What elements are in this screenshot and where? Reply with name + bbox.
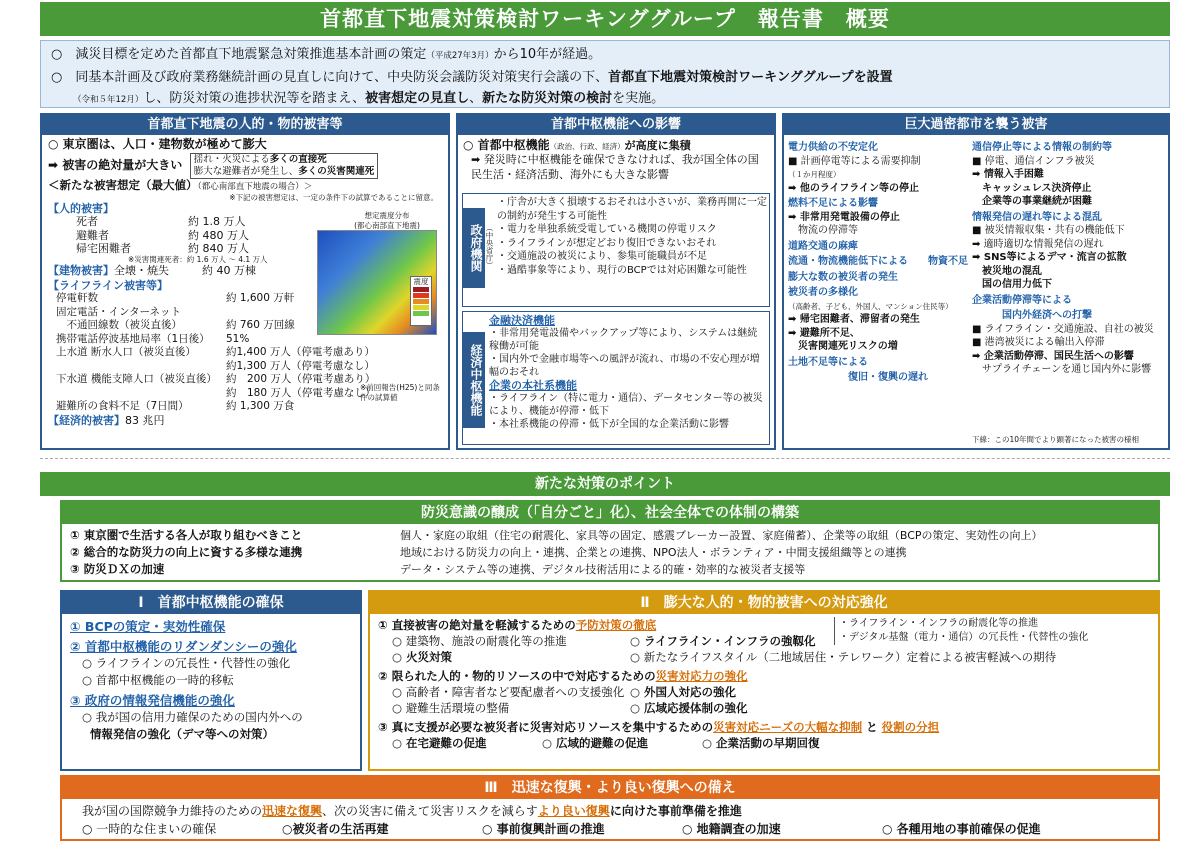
megacity-item: ■ 被災情報収集・共有の機能低下: [972, 225, 1125, 236]
seismic-intensity-map: [317, 230, 437, 335]
central-function-header: 首都中枢機能への影響: [458, 115, 774, 135]
megacity-item: 被災地の混乱: [972, 265, 1042, 277]
s1-redundancy-1: ○ ライフラインの冗長性・代替性の強化: [82, 656, 291, 670]
megacity-item: 国の信用力低下: [972, 279, 1052, 290]
row-value: 約 200 万人（停電考慮あり）: [226, 373, 376, 386]
megacity-panel: [782, 113, 1170, 450]
megacity-item: 物流の停滞等: [788, 225, 858, 236]
megacity-col-1: [788, 139, 966, 385]
s2-r2-item-1: ○ 高齢者・障害者など要配慮者への支援強化: [392, 685, 625, 699]
megacity-item: （高齢者、子ども、外国人、マンション住民等）: [788, 301, 953, 311]
s1-redundancy-2: ○ 首都中枢機能の一時的移転: [82, 673, 234, 687]
megacity-item: ■ 計画停電等による需要抑制: [788, 155, 921, 167]
row-value: 51%: [226, 332, 250, 345]
point-value: 個人・家庭の取組（住宅の耐震化、家具等の固定、感震ブレーカー設置、家庭備蓄）、企業等の取組（BCPの策定、実効性の向上）: [400, 529, 1043, 542]
s3-key-2: より良い復興: [537, 804, 610, 818]
s3-items: [82, 820, 1138, 838]
hq-heading: 企業の本社系機能: [489, 379, 577, 392]
row-value: 約 1.8 万人: [188, 215, 246, 229]
bullet-item: ・過酷事象等により、現行のBCPでは対応困難な可能性: [497, 264, 747, 276]
estimate-note: ※下記の被害想定は、一定の条件下の試算であることに留意。: [229, 193, 438, 203]
section-3-header: Ⅲ 迅速な復興・より良い復興への備え: [62, 777, 1158, 799]
box-emphasis: 多くの直接死: [269, 154, 327, 166]
gov-sublabel: （中央省庁）: [485, 224, 494, 269]
s2-r2-item-2: ○ 外国人対応の強化: [630, 685, 737, 699]
econ-box: [462, 311, 770, 445]
s3-text-3: に向けた事前準備を推進: [609, 804, 742, 818]
megacity-item: ➡ 情報入手困難: [972, 169, 1044, 180]
s2-r3-item-1: ○ 在宅避難の促進: [392, 736, 487, 750]
finance-heading: 金融決済機能: [489, 314, 555, 327]
megacity-item: ■ 停電、通信インフラ被災: [972, 155, 1095, 167]
point-row: [70, 527, 1155, 544]
s3-text-1: 我が国の国際競争力維持のための: [82, 804, 263, 818]
megacity-heading: 膨大な数の被災者の発生: [788, 271, 898, 283]
box-emphasis: 多くの災害関連死: [298, 166, 375, 178]
row-label: 不通回線数（被災直後）: [56, 319, 182, 332]
row-value: 約 1,300 万食: [226, 400, 295, 413]
lifeline-heading: 【ライフライン被害等】: [48, 279, 169, 293]
building-damage-value: 全壊・焼失 約 40 万棟: [114, 263, 256, 277]
megacity-header: 巨大過密都市を襲う被害: [784, 115, 1168, 135]
megacity-heading: 企業活動停滞等による: [972, 294, 1072, 306]
page-title: 首都直下地震対策検討ワーキンググループ 報告書 概要: [40, 2, 1170, 36]
economic-damage-heading: 【経済的被害】: [48, 413, 125, 427]
s2-r1-item-2: ○ ライフライン・インフラの強靱化: [630, 634, 816, 648]
section-3: [60, 775, 1160, 841]
s3-key-1: 迅速な復興: [262, 804, 323, 818]
section-1: [60, 590, 362, 771]
intro-date: （令和５年12月）: [73, 95, 144, 105]
intro-line-2: [51, 67, 1159, 88]
map-subtitle-text: (都心南部直下地震): [354, 221, 420, 230]
row-label: 固定電話・インターネット: [56, 305, 182, 318]
related-death-note: ※災害関連死者：約 1.6 万人 ～ 4.1 万人: [128, 254, 268, 264]
intro-line-3: [51, 88, 1159, 111]
lifeline-row: [48, 360, 442, 374]
s1-redundancy: ② 首都中枢機能のリダンダンシーの強化: [70, 639, 297, 654]
intro-line-1: [51, 44, 1159, 67]
tokyo-line: ○ 東京圏は、人口・建物数が極めて膨大: [48, 137, 267, 151]
bullet-item: ・国内外で金融市場等への風評が流れ、市場の不安心理が増幅のおそれ: [489, 354, 760, 378]
s2-r3-item-2: ○ 広域的避難の促進: [542, 736, 649, 750]
megacity-item: （１か月程度）: [788, 170, 841, 179]
megacity-heading: 道路交通の麻痺: [788, 240, 858, 252]
megacity-item: ➡ 非常用発電設備の停止: [788, 211, 900, 223]
gov-box: [462, 193, 770, 307]
row-value: 約1,300 万人（停電考慮なし）: [226, 359, 375, 372]
intro-emphasis: 首都直下地震対策検討ワーキンググループを設置: [608, 70, 893, 85]
megacity-heading: 国内外経済への打撃: [972, 310, 1092, 321]
row-value: 約 760 万回線: [226, 319, 295, 332]
new-estimate-title: ＜新たな被害想定（最大値）: [48, 178, 198, 193]
finance-items: [489, 327, 767, 379]
row-label: 上水道 断水人口（被災直後）: [56, 346, 196, 359]
megacity-heading: 流通・物流機能低下による 物資不足: [788, 256, 968, 267]
s1-info: ③ 政府の情報発信機能の強化: [70, 693, 235, 708]
gov-items: [497, 196, 767, 277]
s3-item: ○ 一時的な住まいの確保: [82, 822, 217, 836]
box-text: 膨大な避難者が発生し、: [193, 166, 299, 178]
row-value: 約 840 万人: [188, 241, 249, 255]
bullet-item: ・ライフライン（特に電力・通信）、データセンター等の被災により、機能が停滞・低下: [489, 393, 763, 417]
megacity-item: サプライチェーンを通じ国内外に影響: [972, 364, 1152, 375]
row-value: 約1,400 万人（停電考慮あり）: [226, 346, 375, 359]
row-label: 避難所の食料不足（7日間）: [56, 400, 189, 413]
lifeline-row: [48, 346, 442, 360]
box-text: 揺れ・火災による: [193, 154, 270, 166]
s2-r1-item-4: ○ 新たなライフスタイル（二地域居住・テレワーク）定着による被害軽減への期待: [630, 650, 1057, 664]
s3-item: ○ 事前復興計画の推進: [482, 822, 605, 836]
row-label: 停電軒数: [56, 292, 98, 305]
point-key: ③ 防災ＤＸの加速: [70, 562, 165, 576]
megacity-heading: 復旧・復興の遅れ: [788, 372, 928, 383]
megacity-footnote: 下線：この10年間でより顕著になった被害の様相: [972, 435, 1140, 444]
megacity-item: ■ ライフライン・交通施設、自社の被災: [972, 323, 1154, 335]
new-estimate-heading: [48, 179, 442, 193]
megacity-heading: 被災者の多様化: [788, 287, 858, 298]
intro-text: 、: [469, 91, 483, 106]
map-legend-title: 震度: [413, 277, 429, 286]
absolute-damage-row: [48, 153, 442, 179]
intro-date: （平成27年3月）: [426, 51, 494, 61]
section-1-header: Ⅰ 首都中枢機能の確保: [62, 592, 360, 614]
row-label: 避難者: [76, 228, 109, 242]
s2-r2-key: 災害対応力の強化: [655, 669, 748, 683]
intro-box: [40, 40, 1170, 108]
point-row: [70, 561, 1155, 578]
row-label: 携帯電話停波基地局率（1日後）: [56, 332, 210, 345]
central-function-impact: ➡ 発災時に中枢機能を確保できなければ、我が国全体の国民生活・経済活動、海外にも大きな影響: [471, 153, 759, 182]
s1-info-2: 情報発信の強化（デマ等への対策）: [90, 727, 274, 741]
central-function-end: が高度に集積: [624, 139, 691, 152]
bullet-item: ・ライフラインが想定どおり復旧できないおそれ: [497, 237, 717, 249]
s3-text-2: 、次の災害に備えて災害リスクを減らす: [322, 804, 538, 818]
points-subheader: 防災意識の醸成（「自分ごと」化）、社会全体での体制の構築: [62, 502, 1158, 524]
megacity-item: ➡ 避難所不足、: [788, 327, 860, 339]
map-title-text: 想定震度分布: [364, 211, 410, 220]
econ-content: [489, 314, 767, 431]
divider: [40, 458, 1170, 459]
section-2: [368, 590, 1160, 771]
damage-panel: [40, 113, 450, 450]
map-title: [342, 211, 432, 231]
row-value: 約 180 万人（停電考慮なし）: [226, 386, 376, 399]
intro-emphasis: 新たな防災対策の検討: [482, 91, 613, 106]
central-function-panel: [456, 113, 776, 450]
row-value: 約 1,600 万軒: [226, 292, 295, 305]
megacity-heading: 燃料不足による影響: [788, 198, 878, 209]
s2-r1-key: 予防対策の徹底: [575, 618, 657, 632]
s3-item: ○ 各種用地の事前確保の促進: [882, 822, 1041, 836]
megacity-item: 災害関連死リスクの増: [788, 341, 898, 352]
s1-bcp: ① BCPの策定・実効性確保: [70, 619, 226, 634]
damage-panel-header: 首都直下地震の人的・物的被害等: [42, 115, 448, 135]
s2-r1-item-1: ○ 建築物、施設の耐震化等の推進: [392, 634, 567, 648]
bullet-item: ・交通施設の被災により、参集可能職員が不足: [497, 251, 707, 262]
point-value: データ・システム等の連携、デジタル技術活用による的確・効率的な被災者支援等: [400, 563, 806, 576]
row-label: 帰宅困難者: [76, 241, 131, 255]
s2-r1-side: [834, 617, 1088, 645]
point-key: ① 東京圏で生活する各人が取り組むべきこと: [70, 528, 303, 542]
s1-info-1: ○ 我が国の信用力確保のための国内外への: [82, 710, 303, 724]
megacity-item: ➡ 企業活動停滞、国民生活への影響: [972, 350, 1134, 362]
s2-r2-item-4: ○ 広域応援体制の強化: [630, 701, 748, 715]
megacity-item: 企業等の事業継続が困難: [972, 196, 1092, 207]
bullet-item: ・非常用発電設備やバックアップ等により、システムは継続稼働が可能: [489, 328, 758, 352]
point-value: 地域における防災力の向上・連携、企業との連携、NPO法人・ボランティア・中間支援組織等との連携: [400, 546, 907, 559]
points-header: 新たな対策のポイント: [40, 472, 1170, 496]
megacity-heading: 通信停止等による情報の制約等: [972, 142, 1112, 153]
building-damage-heading: 【建物被害】: [48, 263, 114, 277]
economic-damage-value: 83 兆円: [125, 413, 165, 427]
section-2-header: Ⅱ 膨大な人的・物的被害への対応強化: [370, 592, 1158, 614]
intro-emphasis: 被害想定の見直し: [365, 91, 470, 106]
row-value: 約 480 万人: [188, 228, 249, 242]
damage-note-box: [190, 153, 379, 179]
row-label: 下水道 機能支障人口（被災直後）: [56, 373, 217, 386]
point-key: ② 総合的な防災力の向上に資する多様な連携: [70, 545, 303, 559]
megacity-item: ➡ SNS等によるデマ・流言の拡散: [972, 252, 1127, 263]
econ-label: 経済中枢機能: [463, 332, 485, 428]
previous-report-note: ※前回報告(H25)と同条件の試算値: [360, 383, 440, 402]
s3-item: ○ 地籍調査の加速: [682, 822, 781, 836]
absolute-damage-text: ➡ 被害の絶対量が大きい: [48, 158, 183, 173]
central-function-line: ○ 首都中枢機能: [463, 138, 550, 152]
s2-r3-text: ③ 真に支援が必要な被災者に災害対応リソースを集中するための: [378, 720, 714, 734]
megacity-item: ➡ 他のライフライン等の停止: [788, 182, 919, 194]
s2-r1-text: ① 直接被害の絶対量を軽減するための: [378, 618, 576, 632]
bullet-item: ・庁舎が大きく損壊するおそれは小さいが、業務再開に一定の制約が発生する可能性: [497, 197, 767, 222]
s2-r3-item-3: ○ 企業活動の早期回復: [702, 736, 820, 750]
bullet-item: ・本社系機能の停滞・低下が全国的な企業活動に影響: [489, 419, 729, 430]
s2-r2-item-3: ○ 避難生活環境の整備: [392, 701, 510, 715]
human-damage-heading: 【人的被害】: [48, 202, 114, 216]
point-row: [70, 544, 1155, 561]
megacity-col-2: [972, 139, 1168, 377]
megacity-heading: 情報発信の遅れ等による混乱: [972, 211, 1102, 223]
intro-text: ○ 減災目標を定めた首都直下地震緊急対策推進基本計画の策定: [51, 47, 427, 62]
s2-r3-key: 災害対応ニーズの大幅な抑制: [713, 720, 863, 734]
s2-r3-and: と: [866, 720, 878, 734]
megacity-item: ➡ 帰宅困難者、滞留者の発生: [788, 314, 920, 325]
row-label: 死者: [76, 215, 98, 229]
map-legend: [410, 276, 432, 326]
central-function-sub: （政治、行政、経済）: [549, 142, 625, 151]
gov-label: 政府機関: [463, 208, 485, 288]
intro-text: を実施。: [612, 91, 665, 106]
intro-text: ○ 同基本計画及び政府業務継続計画の見直しに向けて、中央防災会議防災対策実行会議の下、: [51, 70, 609, 85]
intro-text: し、防災対策の進捗状況等を踏まえ、: [143, 91, 366, 106]
s2-r1-side-1: ・ライフライン・インフラの耐震化等の推進: [839, 618, 1039, 629]
hq-items: [489, 392, 767, 431]
megacity-heading: 土地不足等による: [788, 356, 868, 368]
s2-r3-key-2: 役割の分担: [881, 720, 940, 734]
megacity-item: ➡ 適時適切な情報発信の遅れ: [972, 238, 1104, 250]
new-estimate-case: （都心南部直下地震の場合）＞: [197, 182, 313, 193]
megacity-item: ■ 港湾被災による輸出入停滞: [972, 337, 1105, 348]
points-list: [70, 527, 1155, 578]
megacity-item: キャッシュレス決済停止: [972, 182, 1092, 194]
intro-text: から10年が経過。: [493, 47, 602, 62]
s3-item: ○被災者の生活再建: [282, 822, 389, 836]
megacity-heading: 電力供給の不安定化: [788, 142, 878, 153]
s2-r1-item-3: ○ 火災対策: [392, 650, 453, 664]
bullet-item: ・電力を単独系統受電している機関の停電リスク: [497, 224, 717, 235]
s2-r1-side-2: ・デジタル基盤（電力・通信）の冗長性・代替性の強化: [839, 632, 1089, 643]
s2-r2-text: ② 限られた人的・物的リソースの中で対応するための: [378, 669, 656, 683]
